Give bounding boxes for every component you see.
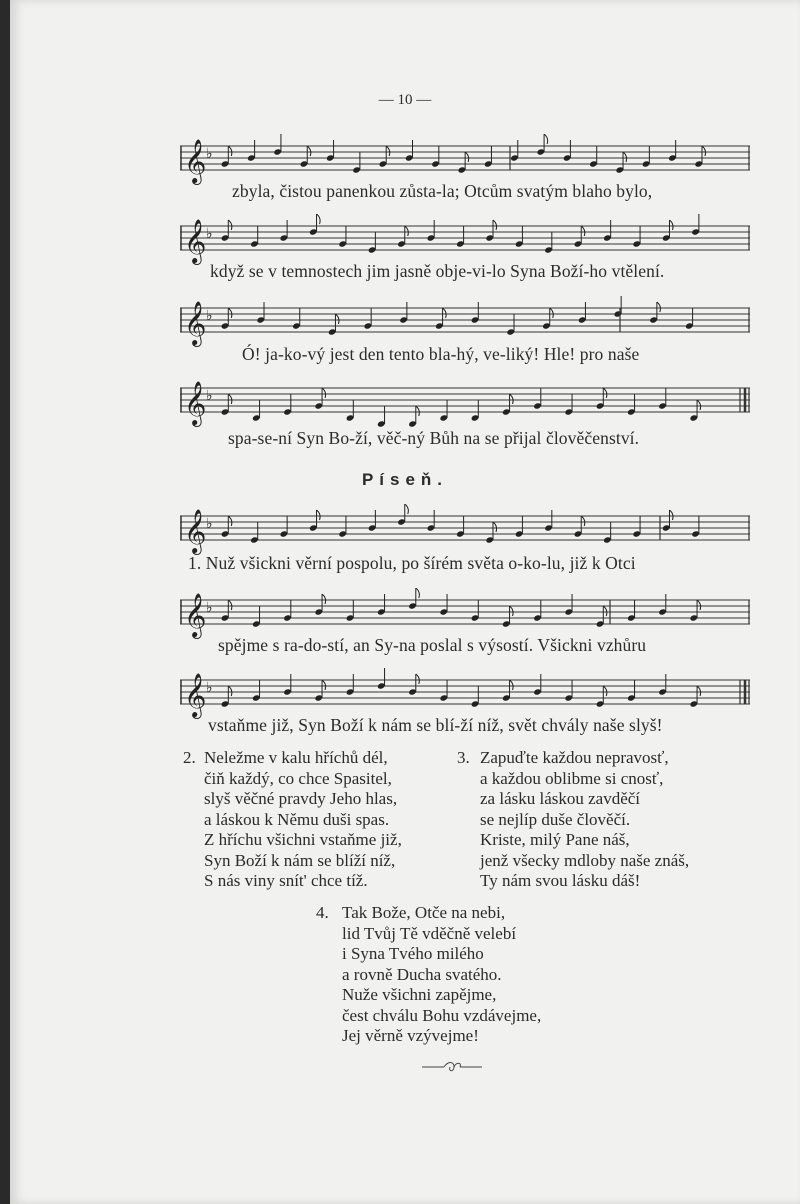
verse-line: se nejlíp duše člověčí. bbox=[480, 809, 631, 829]
verse-line: a láskou k Němu duši spas. bbox=[204, 809, 390, 829]
note bbox=[346, 600, 355, 622]
note bbox=[427, 220, 436, 242]
note bbox=[632, 226, 641, 248]
note bbox=[280, 516, 289, 538]
note bbox=[283, 674, 292, 696]
note bbox=[691, 214, 700, 236]
note bbox=[544, 510, 553, 532]
note bbox=[510, 140, 519, 162]
verse-line: za lásku láskou zavděčí bbox=[480, 789, 641, 808]
note bbox=[427, 510, 436, 532]
note bbox=[283, 600, 292, 622]
note bbox=[471, 302, 480, 324]
note bbox=[250, 226, 259, 248]
note bbox=[614, 296, 623, 318]
flat-sign-icon: ♭ bbox=[206, 680, 213, 696]
note bbox=[564, 394, 573, 416]
verse-line: Jej věrně vzývejme! bbox=[342, 1026, 479, 1045]
song-heading: Píseň. bbox=[361, 470, 449, 489]
note bbox=[280, 220, 289, 242]
note bbox=[338, 516, 347, 538]
page-number: — 10 — bbox=[378, 92, 432, 108]
note bbox=[247, 140, 256, 162]
note bbox=[533, 674, 542, 696]
note bbox=[456, 226, 465, 248]
note bbox=[352, 152, 361, 174]
flat-sign-icon: ♭ bbox=[206, 388, 213, 404]
treble-clef-icon: 𝄞 bbox=[184, 139, 207, 183]
verse-line: Z hříchu všichni vstaňme již, bbox=[204, 830, 402, 849]
verse-line: S nás viny snít' chce tíž. bbox=[204, 871, 368, 890]
hymnal-page bbox=[10, 0, 800, 1204]
verse-line: lid Tvůj Tě vděčně velebí bbox=[342, 923, 517, 943]
verse-line: Ty nám svou lásku dáš! bbox=[480, 871, 641, 890]
note bbox=[627, 394, 636, 416]
treble-clef-icon: 𝄞 bbox=[184, 301, 207, 345]
lyric-line-4: spa-se-ní Syn Bo-ží, věč-ný Bůh na se přijal člověčenství. bbox=[228, 428, 640, 448]
note bbox=[439, 680, 448, 702]
verse-2 bbox=[183, 748, 402, 892]
verse-4 bbox=[316, 903, 541, 1047]
treble-clef-icon: 𝄞 bbox=[184, 219, 207, 263]
note bbox=[292, 308, 301, 330]
note bbox=[346, 400, 355, 422]
verse-line: a každou oblibme si cnosť, bbox=[480, 768, 664, 788]
note bbox=[283, 394, 292, 416]
staff-lines bbox=[180, 308, 750, 332]
note bbox=[368, 232, 377, 254]
treble-clef-icon: 𝄞 bbox=[184, 509, 207, 553]
verse-line: Nuže všichni zapějme, bbox=[342, 985, 497, 1004]
music-staff-4 bbox=[180, 376, 750, 436]
note bbox=[689, 400, 700, 422]
note bbox=[627, 600, 636, 622]
note bbox=[658, 388, 667, 410]
note bbox=[377, 406, 386, 428]
verse-line: a rovně Ducha svatého. bbox=[342, 964, 502, 984]
note bbox=[627, 680, 636, 702]
note bbox=[456, 516, 465, 538]
lyric-line-6: spějme s ra-do-stí, an Sy-na poslal s výsostí. Všickni vzhůru bbox=[218, 635, 647, 655]
note bbox=[326, 140, 335, 162]
flat-sign-icon: ♭ bbox=[206, 308, 213, 324]
verse-line: slyš věčné pravdy Jeho hlas, bbox=[204, 789, 398, 808]
note bbox=[603, 522, 612, 544]
note bbox=[471, 600, 480, 622]
note bbox=[515, 226, 524, 248]
note bbox=[564, 680, 573, 702]
verse-number: 2. bbox=[183, 748, 196, 767]
note bbox=[252, 606, 261, 628]
treble-clef-icon: 𝄞 bbox=[184, 593, 207, 637]
lyric-line-1: zbyla, čistou panenkou zůsta-la; Otcům svatým blaho bylo, bbox=[232, 181, 653, 201]
note bbox=[603, 220, 612, 242]
note bbox=[564, 594, 573, 616]
flat-sign-icon: ♭ bbox=[206, 146, 213, 162]
note bbox=[250, 522, 259, 544]
note bbox=[431, 146, 440, 168]
verse-line: Syn Boží k nám se blíží níž, bbox=[204, 850, 396, 870]
note bbox=[346, 674, 355, 696]
note bbox=[632, 516, 641, 538]
note bbox=[589, 146, 598, 168]
verse-line: jenž všecky mdloby naše znáš, bbox=[480, 850, 690, 870]
staff-lines bbox=[180, 388, 750, 412]
verse-3 bbox=[457, 748, 689, 892]
note bbox=[405, 140, 414, 162]
note bbox=[338, 226, 347, 248]
note bbox=[252, 400, 261, 422]
note bbox=[484, 146, 493, 168]
flat-sign-icon: ♭ bbox=[206, 600, 213, 616]
verse-line: Zapuďte každou nepravosť, bbox=[480, 748, 669, 767]
note bbox=[642, 146, 651, 168]
note bbox=[471, 400, 480, 422]
note bbox=[273, 134, 282, 156]
note bbox=[377, 668, 386, 690]
lyric-line-5: 1. Nuž všickni věrní pospolu, po šírém světa o-ko-lu, již k Otci bbox=[188, 553, 636, 573]
note bbox=[578, 302, 587, 324]
note bbox=[658, 674, 667, 696]
note bbox=[471, 686, 480, 708]
note bbox=[408, 406, 419, 428]
note bbox=[668, 140, 677, 162]
verse-number: 4. bbox=[316, 903, 329, 922]
verse-line: i Syna Tvého milého bbox=[342, 944, 484, 963]
note bbox=[515, 516, 524, 538]
verse-number: 3. bbox=[457, 748, 470, 767]
treble-clef-icon: 𝄞 bbox=[184, 673, 207, 717]
note bbox=[533, 388, 542, 410]
lyric-line-7: vstaňme již, Syn Boží k nám se blí-ží níž, svět chvály naše slyš! bbox=[208, 715, 663, 735]
flat-sign-icon: ♭ bbox=[206, 226, 213, 242]
note bbox=[533, 600, 542, 622]
note bbox=[544, 232, 553, 254]
note bbox=[439, 400, 448, 422]
note bbox=[377, 594, 386, 616]
note bbox=[563, 140, 572, 162]
flat-sign-icon: ♭ bbox=[206, 516, 213, 532]
note bbox=[399, 302, 408, 324]
note bbox=[368, 510, 377, 532]
note bbox=[691, 516, 700, 538]
note bbox=[685, 308, 694, 330]
note bbox=[658, 594, 667, 616]
note bbox=[364, 308, 373, 330]
lyric-line-3: Ó! ja-ko-vý jest den tento bla-hý, ve-liký! Hle! pro naše bbox=[242, 344, 640, 364]
treble-clef-icon: 𝄞 bbox=[184, 381, 207, 425]
verse-line: Tak Bože, Otče na nebi, bbox=[342, 903, 506, 922]
lyric-line-2: když se v temnostech jim jasně obje-vi-lo Syna Boží-ho vtělení. bbox=[210, 261, 665, 281]
verse-line: čest chválu Bohu vzdávejme, bbox=[342, 1005, 542, 1025]
ornament-divider bbox=[422, 1060, 482, 1074]
verse-line: čiň každý, co chce Spasitel, bbox=[204, 768, 392, 788]
verse-line: Neležme v kalu hříchů dél, bbox=[204, 748, 388, 767]
note bbox=[256, 302, 265, 324]
note bbox=[506, 314, 515, 336]
note bbox=[439, 594, 448, 616]
verse-line: Kriste, milý Pane náš, bbox=[480, 830, 630, 849]
note bbox=[252, 680, 261, 702]
